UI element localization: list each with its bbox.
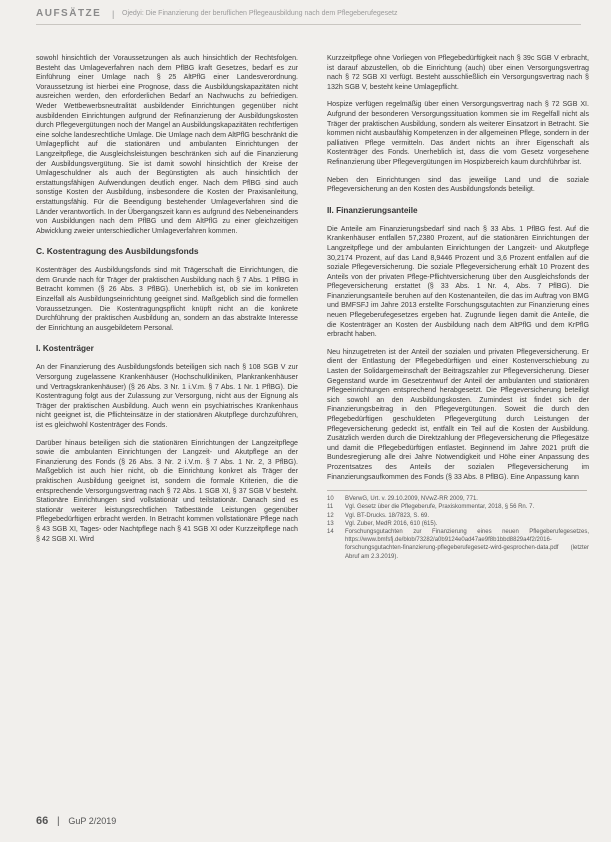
header-separator: |: [112, 9, 115, 19]
footnote-text: Forschungsgutachten zur Finanzierung eines neuen Pflegeberufegesetzes, https://www.bmfsfj.de/blob/73282/a0b9124e0ad47ae9f8b1bbd8829a4f2/2016-forschungsgutachten-finanzierung-pflegeberufegesetz-wird-gesprochen-data.pdf (letzter Abruf am 2.3.2019).: [345, 528, 589, 560]
running-title: Ojedyi: Die Finanzierung der beruflichen Pflegeausbildung nach dem Pflegeberufegesetz: [122, 10, 398, 17]
header-rule: [36, 24, 581, 25]
paragraph: Die Anteile am Finanzierungsbedarf sind nach § 33 Abs. 1 PflBG fest. Auf die Krankenhäuser entfallen 57,2380 Prozent, auf die stationären Einrichtungen der Langzeitpflege und der ambulanten Einrichtungen der Langzeit- und Akutpflege 30,2174 Prozent, auf das Land 8,9446 Prozent und 3,6 Prozent entfallen auf die soziale Pflegeversicherung. Die soziale Pflegeversicherung erhält 10 Prozent des Anteils von der privaten Pflege-Pflichtversicherung über den Ausgleichsfonds der Pflegeversicherung erstattet (§ 33 Abs. 1 Nr. 4, Abs. 7 PflBG). Die Finanzierungsanteile beruhen auf den Kostenanteilen, die das im Auftrag von BMG und BMFSFJ im Jahre 2013 erstellte Forschungsgutachten zur Finanzierung eines neuen Pflegeberufegesetzes ergeben hat. Zugrunde liegen damit die Anteile, die die Kostenträger an Kosten der Ausbildung nach dem AltPflG und dem KrPflG erbracht haben.: [327, 224, 589, 339]
footnote-text: Vgl. Zuber, MedR 2016, 610 (615).: [345, 520, 438, 527]
footnote-number: 12: [327, 512, 334, 519]
footnotes: [327, 495, 589, 561]
left-column: [36, 54, 298, 552]
footnote-number: 11: [327, 504, 334, 511]
footer-separator: |: [57, 816, 60, 827]
section-label: AUFSÄTZE: [36, 8, 102, 19]
footnote-text: BVerwG, Urt. v. 29.10.2009, NVwZ-RR 2009, 771.: [345, 496, 478, 503]
paragraph: An der Finanzierung des Ausbildungsfonds beteiligen sich nach § 108 SGB V zur Versorgung zugelassene Krankenhäuser (Hochschulkliniken, Plankrankenhäuser und Vertragskrankenhäuser) (§ 26 Abs. 3 Nr. 1 i.V.m. § 7 Abs. 1 Nr. 1 PflBG). Die Kostentragung folgt aus der Zulassung zur Versorgung, nicht aus der Eignung als Träger der praktischen Ausbildung. Auch wenn ein psychiatrisches Krankenhaus nicht geeignet ist, die Pflichteinsätze in der stationären Akutpflege durchzuführen, ist es gleichwohl Kostenträger des Fonds.: [36, 363, 298, 429]
right-column: [327, 54, 589, 561]
footnote-number: 10: [327, 496, 334, 503]
paragraph: Hospize verfügen regelmäßig über einen Versorgungsvertrag nach § 72 SGB XI. Aufgrund der besonderen Versorgungssituation kommen sie im Regelfall nicht als Träger der praktischen Ausbildung, sondern als weiterer Einsatzort in Betracht. Sie kommen nicht ausbaufähig Kompetenzen in der allgemeinen Pflege, sondern in der palliativen Pflege vermitteln. Das ändert nichts an ihrer Eigenschaft als Kostenträger des Fonds. Unerheblich ist, dass die vom Gesetz vorgesehene Refinanzierung über Pflegevergütungen im Hospizbereich kaum durchführbar ist.: [327, 100, 589, 166]
page-footer: [36, 815, 116, 827]
paragraph: Kurzzeitpflege ohne Vorliegen von Pflegebedürftigkeit nach § 39c SGB V erbracht, ist darauf abzustellen, ob die Einrichtung (auch) über einen Versorgungsvertrag nach § 72 SGB XI verfügt. Besteht ausschließlich ein Versorgungsvertrag nach § 132h SGB V, besteht keine Umlagepflicht.: [327, 54, 589, 91]
paragraph: Kostenträger des Ausbildungsfonds sind mit Trägerschaft die Einrichtungen, die dem Grunde nach für Träger der praktischen Ausbildung nach § 7 Abs. 1 PflBG in Betracht kommen (§ 26 Abs. 3 PflBG). Unerheblich ist, ob sie im konkreten Einzelfall als Ausbildungseinrichtung geeignet sind. Maßgeblich sind die formellen Voraussetzungen. Die Kostentragungspflicht knüpft nicht an die konkrete Durchführung der praktischen Ausbildung an, sondern an das abstrakte Interesse der Einrichtung an ausgebildetem Personal.: [36, 266, 298, 332]
paragraph: Neben den Einrichtungen sind das jeweilige Land und die soziale Pflegeversicherung an den Kosten des Ausbildungsfonds beteiligt.: [327, 175, 589, 194]
section-heading-c: C. Kostentragung des Ausbildungsfonds: [36, 246, 199, 257]
footnote: [327, 503, 589, 511]
paragraph: sowohl hinsichtlich der Voraussetzungen als auch hinsichtlich der Rechtsfolgen. Besteht das Umlageverfahren nach dem PflBG kraft Gesetzes, bedarf es zur Einführung einer Umlage nach § 25 AltPflG einer Landesverordnung. Voraussetzung ist hierbei eine Prognose, dass die Ausbildungskapazitäten nicht ausreichen werden, den erforderlichen Bedarf an Nachwuchs zu befriedigen. Weder Wettbewerbsneutralität ausbildender Einrichtungen gegenüber nicht ausbildenden Einrichtungen aufgrund der Refinanzierung der Ausbildungskosten durch Pflegevergütungen noch der Mangel an Ausbildungskapazitäten rechtfertigen eine solche landesrechtliche Umlage. Die Umlage nach dem AltPflG beschränkt die Umlagepflicht auf die stationären und ambulanten Einrichtungen der Langzeitpflege, die Ausgleichsleistungen beschränken sich auf die Finanzierung der Ausbildungsvergütung. Sie ist damit sowohl hinsichtlich der Kreise der Umlageschuldner als auch der Begünstigten als auch hinsichtlich der erstattungsfähigen Aufwendungen deutlich enger. Nach dem PflBG sind auch sonstige Kosten der Ausbildung, insbesondere die Kosten der Praxisanleitung, erstattungsfähig. Für die Beendigung bestehender Umlageverfahren sind die Länder verantwortlich. In der Übergangszeit kann es aufgrund des Nebeneinanders von Ausbildungen nach dem PflBG und dem AltPflG zu einer gleichzeitigen Abwicklung zweier unterschiedlicher Umlageverfahren kommen.: [36, 54, 298, 235]
subsection-heading-ii: II. Finanzierungsanteile: [327, 205, 418, 215]
subsection-heading-i: I. Kostenträger: [36, 344, 94, 354]
footnote: [327, 528, 589, 561]
footnote-rule: [327, 490, 587, 491]
footnote-number: 13: [327, 520, 334, 527]
footnote-text: Vgl. Gesetz über die Pflegeberufe, Praxiskommentar, 2018, § 56 Rn. 7.: [345, 504, 535, 511]
page-number: 66: [36, 815, 49, 827]
footnote: [327, 495, 589, 503]
paragraph: Darüber hinaus beteiligen sich die stationären Einrichtungen der Langzeitpflege sowie die ambulanten Einrichtungen der Langzeit- und Akutpflege an der Finanzierung des Fonds (§ 26 Abs. 3 Nr. 2 i.V.m. § 7 Abs. 1 Nr. 2, 3 PflBG). Maßgeblich ist auch hier nicht, ob die Einrichtung konkret als Träger der praktischen Ausbildung geeignet ist, sondern die formale Kriterien, die die entsprechende Versorgungsvertrag nach § 72 Abs. 1 SGB XI, § 37 SGB V besteht. Stationäre Einrichtungen sind vollstationär und teilstationär. Danach sind es stationär weiterer leistungsrechtlichen Tatbestände Leistungen gegenüber Pflegebedürftigen erbracht werden. In Betracht kommen vollstationäre Pflege nach § 43 SGB XI, Tages- oder Nachtpflege nach § 41 SGB XI oder Kurzzeitpflege nach § 42 SGB XI. Wird: [36, 438, 298, 543]
footnote: [327, 520, 589, 528]
journal-issue: GuP 2/2019: [68, 816, 117, 826]
footnote-text: Vgl. BT-Drucks. 18/7823, S. 69.: [345, 512, 430, 519]
footnote: [327, 512, 589, 520]
footnote-number: 14: [327, 528, 334, 535]
paragraph: Neu hinzugetreten ist der Anteil der sozialen und privaten Pflegeversicherung. Er dient der Entlastung der Pflegebedürftigen und einer Kostenverschiebung zu Lasten der Solidargemeinschaft der Beitragszahler zur Pflegeversicherung. Dieser Gegenstand wurde im Gesetzentwurf der Anteil der ambulanten und stationären Pflegeeinrichtungen entsprechend herabgesetzt. Die Pflegeversicherung beteiligt sich sowohl an den Ausbildungskosten. Zumindest ist findet sich der Finanzierungsbeitrag in den Pflegevergütungen. Soweit die durch den Pflegebedürftigen geschuldeten Pflegevergütung durch Leistungen der Pflegeversicherung gedeckt ist, entfällt ein Teil auf die Kosten der Ausbildung. Zusätzlich werden durch die Direktzahlung der Pflegeversicherung die Pflegesätze und damit die Pflegebedürftigen entlastet. Beginnend im Jahre 2021 prüft die Bundesregierung alle drei Jahre Notwendigkeit und Höhe einer Anpassung des Prozentsatzes des Anteils der sozialen Pflegeversicherung im Finanzierungsaufkommen des Fonds (§ 33 Abs. 8 PflBG). Eine Anpassung kann: [327, 347, 589, 481]
running-header: [36, 6, 581, 26]
